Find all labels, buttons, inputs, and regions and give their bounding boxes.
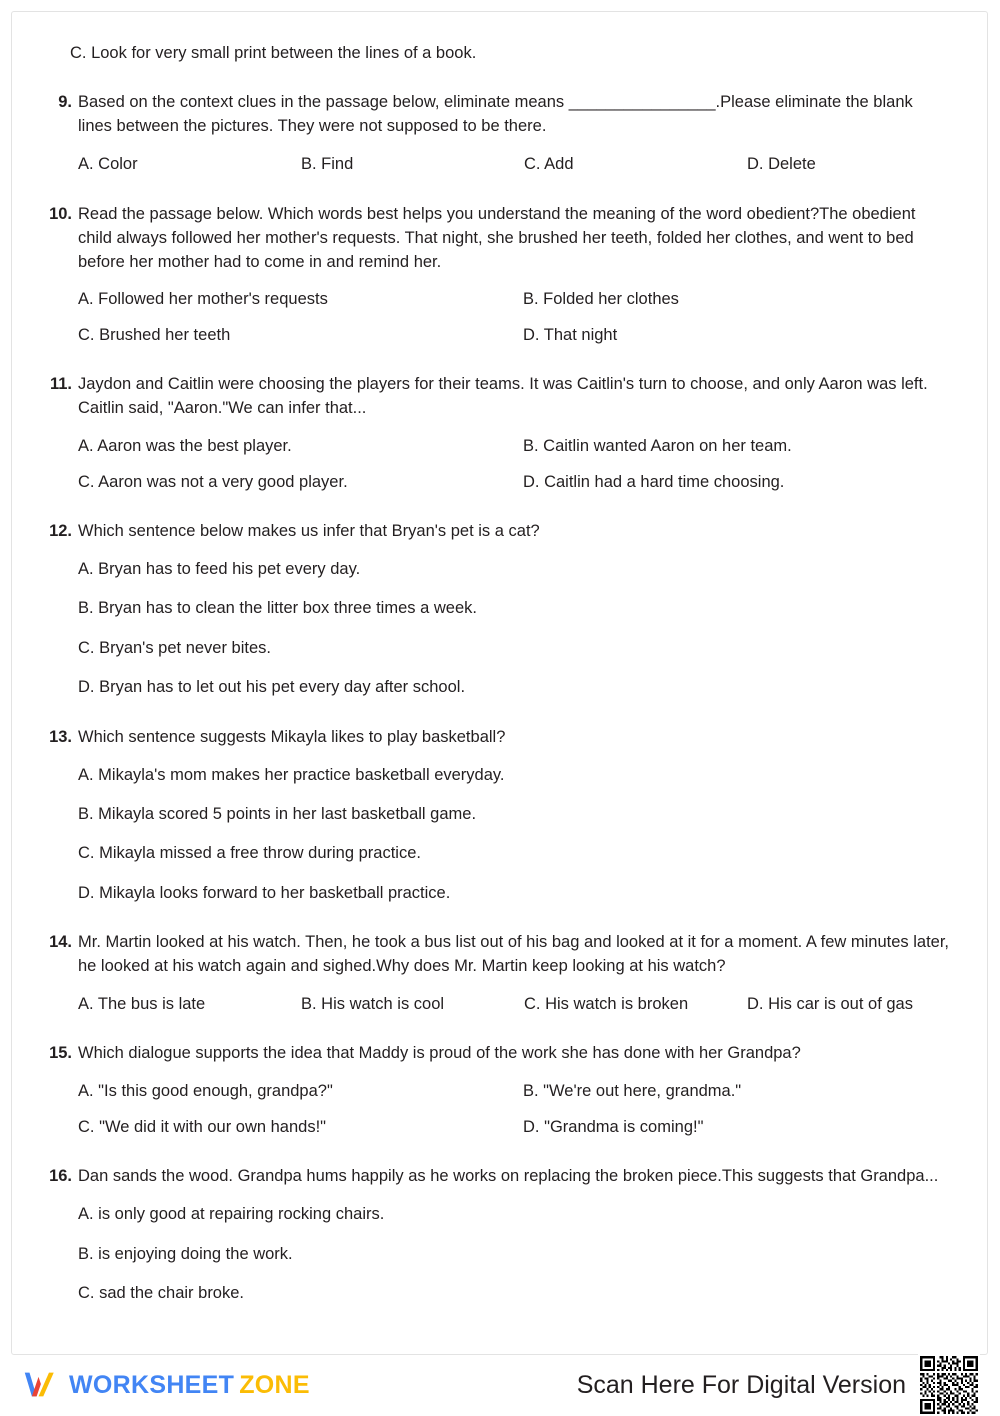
option-d[interactable]: D. That night [523,325,618,344]
option-a[interactable]: A. is only good at repairing rocking chairs. [78,1205,385,1224]
option-row [78,153,951,176]
question-number: 14. [49,933,72,952]
option-a[interactable]: A. Aaron was the best player. [78,437,292,456]
brand-wordmark [69,1370,310,1399]
continued-option-line: C. Look for very small print between the lines of a book. [70,44,477,62]
option-row [78,676,951,699]
option-row [78,764,951,787]
question-stem: Jaydon and Caitlin were choosing the players for their teams. It was Caitlin's turn to choose, and only Aaron was left. Caitlin said, "Aaron."We can infer that... [78,375,928,418]
option-group [78,288,951,347]
option-c[interactable]: C. Mikayla missed a free throw during practice. [78,844,421,863]
option-group [78,1080,951,1139]
option-a[interactable]: A. Mikayla's mom makes her practice basketball everyday. [78,765,505,784]
question-number: 15. [49,1044,72,1063]
question-block-16 [48,1165,951,1305]
question-stem: Which sentence suggests Mikayla likes to play basketball? [78,727,506,746]
question-stem: Dan sands the wood. Grandpa hums happily as he works on replacing the broken piece.This suggests that Grandpa... [78,1167,939,1186]
qr-code-icon[interactable] [918,1354,980,1416]
option-row [78,637,951,660]
option-group [78,558,951,700]
question-block-9 [48,91,951,176]
option-row [78,597,951,620]
question-block-15 [48,1042,951,1139]
brand-zone-text: ZONE [239,1370,310,1399]
option-b[interactable]: B. "We're out here, grandma." [523,1082,742,1101]
option-row [78,435,951,458]
option-d[interactable]: D. "Grandma is coming!" [523,1117,704,1136]
option-group [78,1203,951,1305]
question-block-14 [48,931,951,1016]
option-a[interactable]: A. The bus is late [78,995,206,1014]
option-b[interactable]: B. Bryan has to clean the litter box three times a week. [78,599,477,618]
option-row [78,993,951,1016]
question-block-13 [48,726,951,906]
option-c[interactable]: C. Bryan's pet never bites. [78,638,271,657]
option-row [78,842,951,865]
option-b[interactable]: B. Caitlin wanted Aaron on her team. [523,437,792,456]
option-row [78,471,951,494]
question-number: 13. [49,727,72,746]
option-row [78,324,951,347]
option-b[interactable]: B. Find [301,155,354,174]
option-d[interactable]: D. Mikayla looks forward to her basketball practice. [78,883,451,902]
question-body [78,203,951,348]
option-row [78,1243,951,1266]
worksheet-page-frame [11,11,988,1355]
question-block-12 [48,520,951,700]
question-number: 10. [49,204,72,223]
page-footer [11,1356,989,1414]
option-group [78,993,951,1016]
option-c[interactable]: C. sad the chair broke. [78,1284,244,1302]
question-number: 11. [49,375,72,394]
option-b[interactable]: B. is enjoying doing the work. [78,1244,293,1263]
worksheet-zone-w-mark [20,1366,58,1404]
option-a[interactable]: A. "Is this good enough, grandpa?" [78,1082,333,1101]
question-body [78,520,951,700]
option-b[interactable]: B. Folded her clothes [523,290,679,309]
option-row [78,1080,951,1103]
option-a[interactable]: A. Followed her mother's requests [78,290,328,309]
scan-digital-version-group[interactable] [577,1354,989,1416]
question-stem: Mr. Martin looked at his watch. Then, he took a bus list out of his bag and looked at it for a moment. A few minutes later, he looked at his watch again and sighed.Why does Mr. Martin keep looking at his watch? [78,933,949,976]
option-d[interactable]: D. His car is out of gas [747,995,913,1014]
question-number: 9. [58,93,72,112]
option-c[interactable]: C. "We did it with our own hands!" [78,1117,327,1136]
option-b[interactable]: B. Mikayla scored 5 points in her last basketball game. [78,804,477,823]
scan-here-label: Scan Here For Digital Version [576,1370,906,1399]
question-body [78,1165,951,1305]
worksheet-zone-logo[interactable] [11,1366,310,1404]
option-c[interactable]: C. Add [524,155,574,174]
question-block-10 [48,203,951,348]
option-d[interactable]: D. Caitlin had a hard time choosing. [523,472,785,491]
question-body [78,373,951,494]
question-body [78,931,951,1016]
question-body [78,91,951,176]
option-row [78,1116,951,1139]
option-row [78,882,951,905]
question-stem: Based on the context clues in the passage below, eliminate means ________________.Please eliminate the blank lines between the pictures. They were not supposed to be there. [78,93,913,136]
option-group [78,435,951,494]
option-c[interactable]: C. Aaron was not a very good player. [78,472,348,491]
option-d[interactable]: D. Bryan has to let out his pet every day after school. [78,678,466,697]
question-number: 12. [49,521,72,540]
option-row [78,288,951,311]
question-body [78,1042,951,1139]
option-row [78,1282,951,1305]
option-row [78,558,951,581]
question-body [78,726,951,906]
option-a[interactable]: A. Color [78,155,138,174]
option-c[interactable]: C. Brushed her teeth [78,325,231,344]
option-row [78,1203,951,1226]
option-row [78,803,951,826]
option-c[interactable]: C. His watch is broken [524,995,689,1014]
option-group [78,764,951,906]
question-stem: Read the passage below. Which words best helps you understand the meaning of the word obedient?The obedient child always followed her mother's requests. That night, she brushed her teeth, folded her clothes, and went to bed before her mother had to come in and remind her. [78,204,916,271]
option-b[interactable]: B. His watch is cool [301,995,445,1014]
brand-worksheet-text: WORKSHEET [69,1370,235,1399]
question-block-11 [48,373,951,494]
option-d[interactable]: D. Delete [747,155,816,174]
question-number: 16. [49,1167,72,1186]
worksheet-content [12,12,987,1305]
option-group [78,153,951,176]
question-stem: Which dialogue supports the idea that Maddy is proud of the work she has done with her Grandpa? [78,1044,801,1063]
option-a[interactable]: A. Bryan has to feed his pet every day. [78,559,361,578]
question-stem: Which sentence below makes us infer that Bryan's pet is a cat? [78,521,540,540]
